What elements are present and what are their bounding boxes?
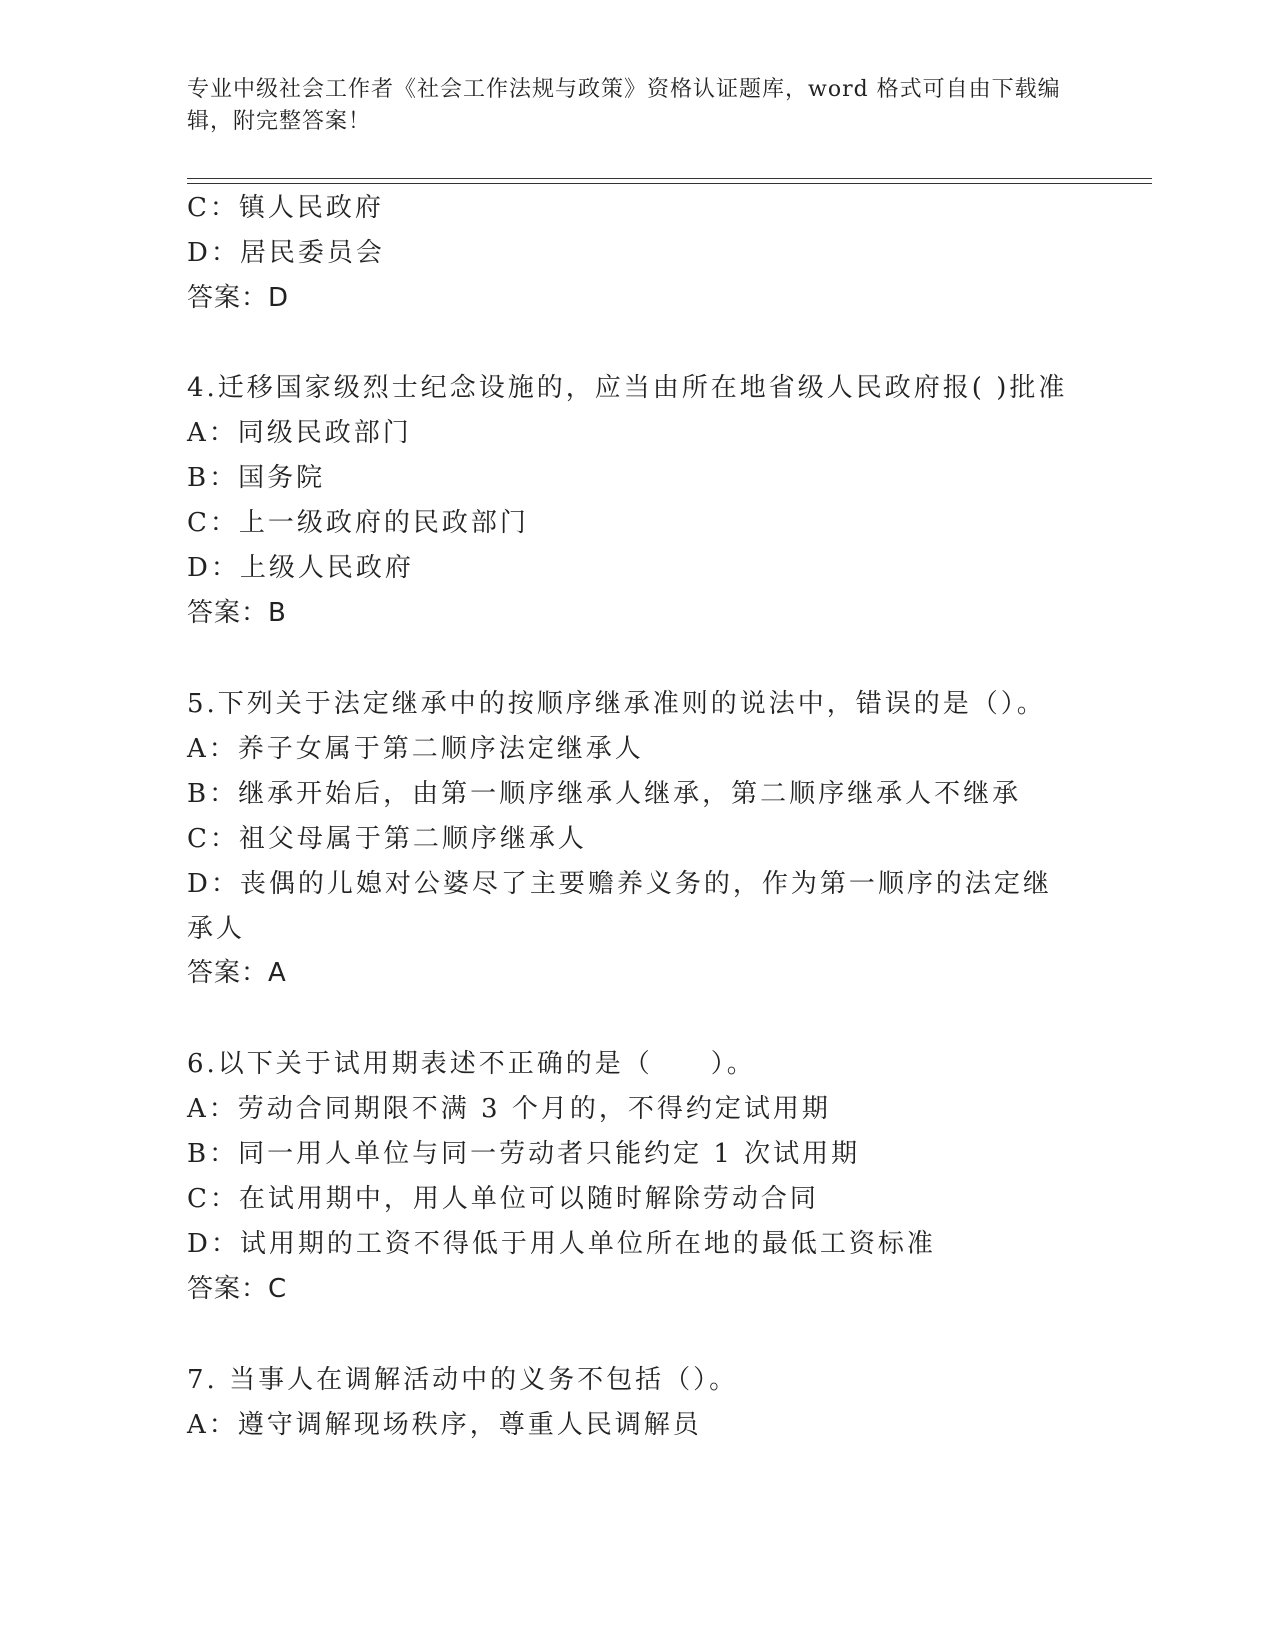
document-header: 专业中级社会工作者《社会工作法规与政策》资格认证题库，word 格式可自由下载编辑，附完整答案！ [187,77,1061,134]
q5-option-d: D：丧偶的儿媳对公婆尽了主要赡养义务的，作为第一顺序的法定继承人 [187,869,1052,944]
header-rule-bottom [187,183,1152,184]
q4-answer: 答案：B [187,598,287,628]
q6-stem: 6.以下关于试用期表述不正确的是（ ）。 [187,1049,756,1079]
q4-stem: 4.迁移国家级烈士纪念设施的，应当由所在地省级人民政府报( )批准 [187,373,1068,403]
q7-option-a: A：遵守调解现场秩序，尊重人民调解员 [187,1410,702,1440]
q6-option-a: A：劳动合同期限不满 3 个月的，不得约定试用期 [187,1094,831,1124]
q6-option-c: C：在试用期中，用人单位可以随时解除劳动合同 [187,1184,819,1214]
q5-option-c: C：祖父母属于第二顺序继承人 [187,824,587,854]
header-rule-top [187,178,1152,179]
q6-option-b: B：同一用人单位与同一劳动者只能约定 1 次试用期 [187,1139,861,1169]
q3-option-c: C：镇人民政府 [187,193,384,223]
q4-option-a: A：同级民政部门 [187,418,412,448]
q4-option-c: C：上一级政府的民政部门 [187,508,529,538]
q4-option-d: D：上级人民政府 [187,553,414,583]
q5-stem: 5.下列关于法定继承中的按顺序继承准则的说法中，错误的是（）。 [187,689,1046,719]
q5-option-b: B：继承开始后，由第一顺序继承人继承，第二顺序继承人不继承 [187,779,1022,809]
q4-option-b: B：国务院 [187,463,326,493]
q7-stem: 7. 当事人在调解活动中的义务不包括（）。 [187,1365,739,1395]
q3-answer: 答案：D [187,283,290,313]
q3-option-d: D：居民委员会 [187,238,385,268]
q5-option-a: A：养子女属于第二顺序法定继承人 [187,734,644,764]
q6-option-d: D：试用期的工资不得低于用人单位所在地的最低工资标准 [187,1229,936,1259]
q6-answer: 答案：C [187,1274,288,1304]
q5-answer: 答案：A [187,958,287,988]
